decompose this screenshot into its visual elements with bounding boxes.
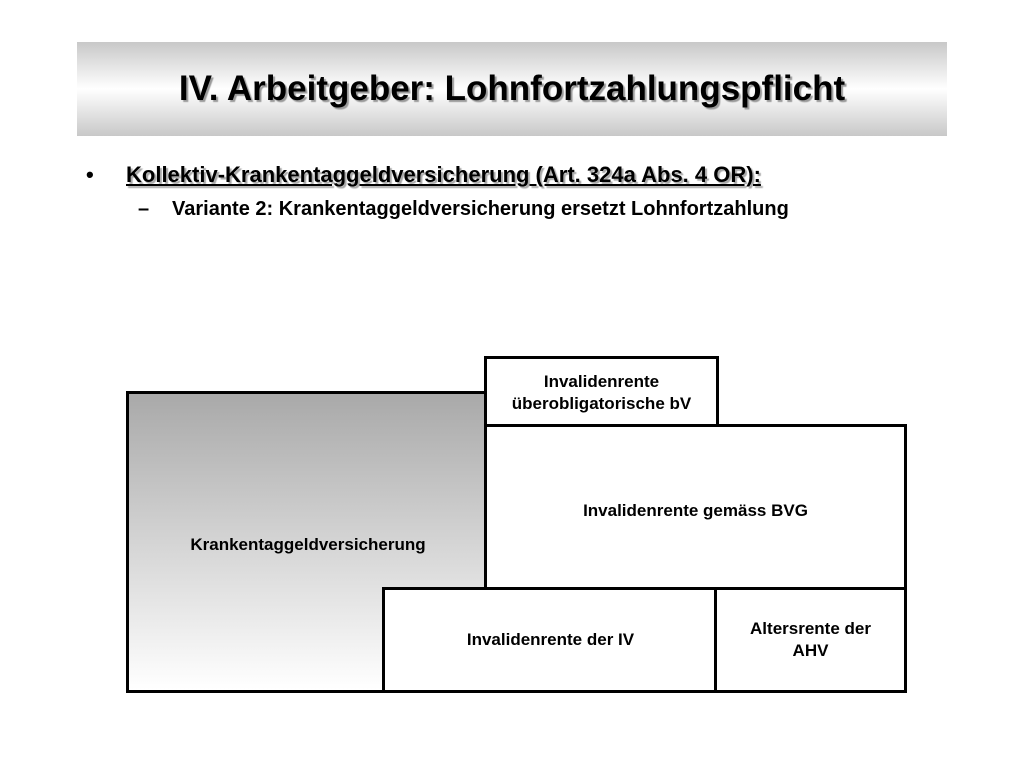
krankentaggeld-label: Krankentaggeldversicherung — [190, 535, 426, 554]
ueberobligatorisch-label-line2: überobligatorische bV — [511, 393, 692, 413]
ahv-label-line1: Altersrente der — [750, 619, 871, 638]
slide-title: IV. Arbeitgeber: Lohnfortzahlungspflicht — [178, 69, 846, 108]
ahv-label-line2: AHV — [792, 641, 829, 660]
bvg-label: Invalidenrente gemäss BVG — [583, 501, 808, 520]
ueberobligatorisch-label — [512, 371, 691, 415]
bullet-marker: • — [86, 162, 94, 187]
ueberobligatorisch-label-line1: Invalidenrente — [543, 371, 660, 391]
iv-box — [382, 587, 719, 693]
title-bar — [77, 42, 947, 136]
bvg-box — [484, 424, 907, 592]
ahv-label — [750, 618, 871, 662]
iv-label: Invalidenrente der IV — [466, 630, 635, 649]
ueberobligatorisch-box — [484, 356, 719, 429]
sub-bullet-marker: – — [138, 198, 150, 220]
sub-bullet-text: Variante 2: Krankentaggeldversicherung ersetzt Lohnfortzahlung — [172, 198, 789, 220]
ahv-box — [714, 587, 907, 693]
bullet-text: Kollektiv-Krankentaggeldversicherung (Art. 324a Abs. 4 OR): — [126, 162, 761, 187]
